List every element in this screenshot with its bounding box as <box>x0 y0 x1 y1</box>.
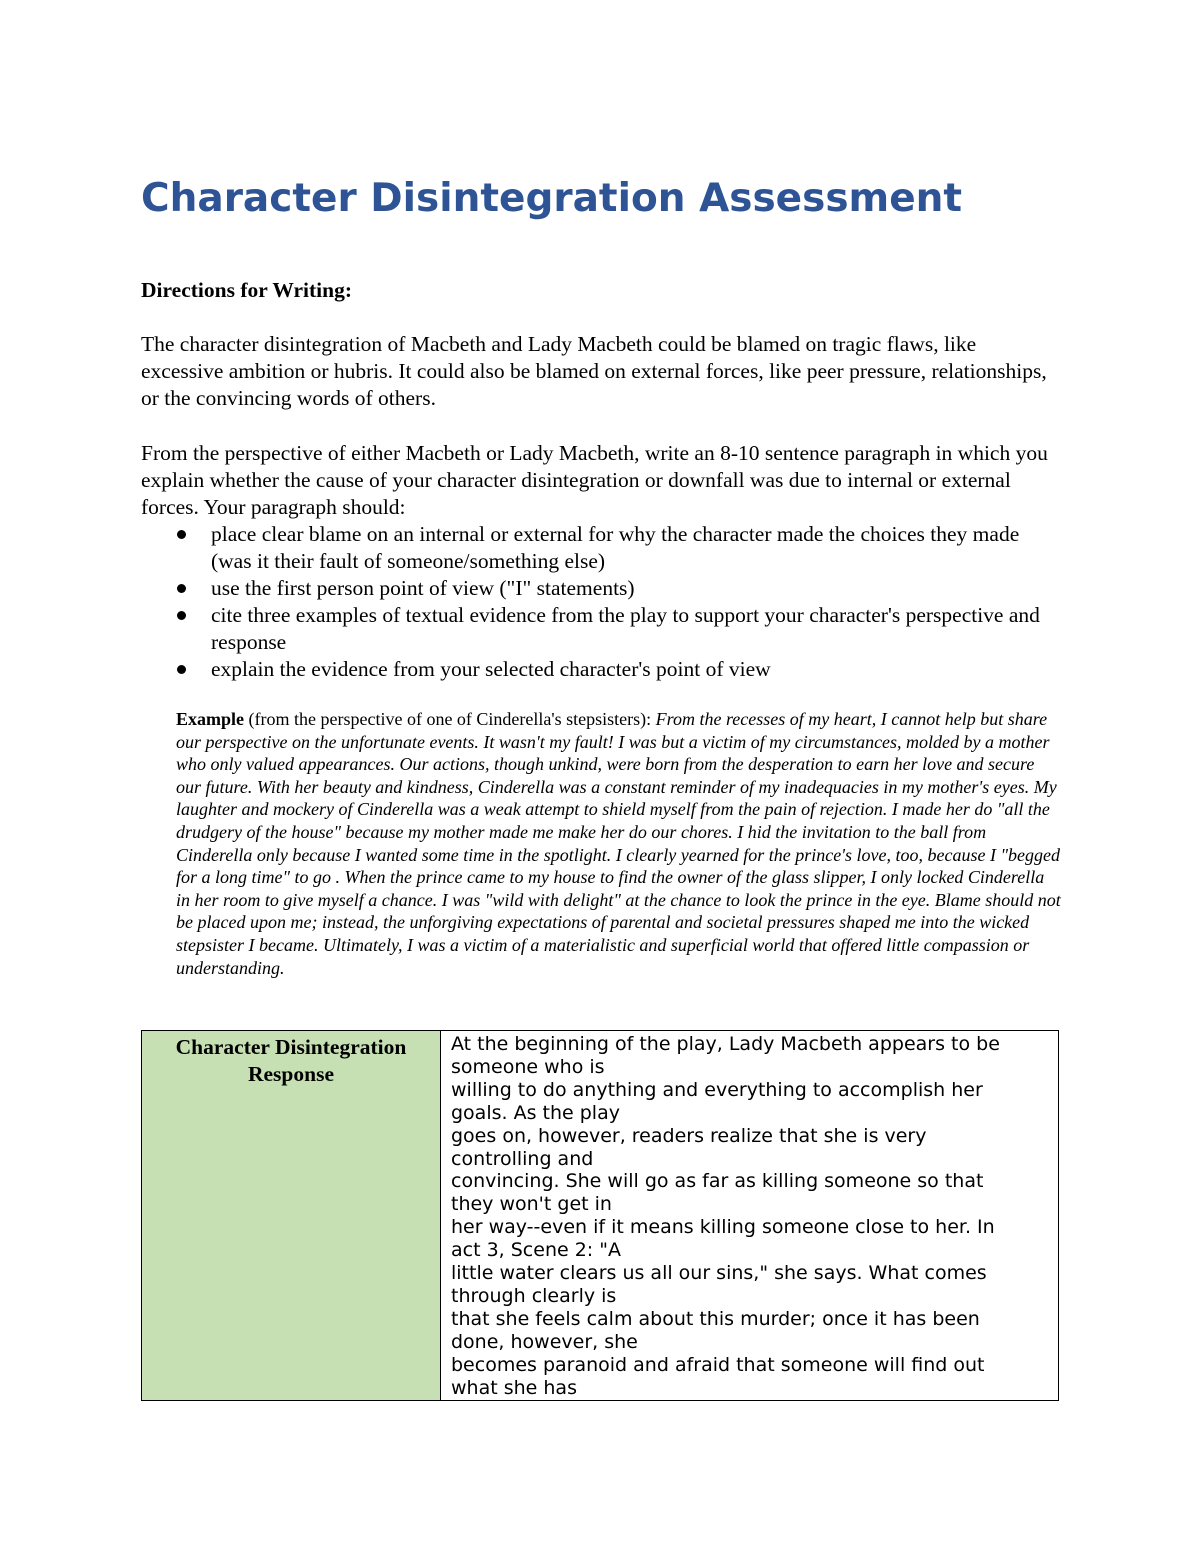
list-item <box>141 575 1051 602</box>
bullet-icon <box>177 584 186 593</box>
response-line: At the beginning of the play, Lady Macbeth appears to be <box>451 1033 1000 1055</box>
bullet-icon <box>177 665 186 674</box>
example-context: (from the perspective of one of Cinderella's stepsisters): <box>244 709 656 729</box>
response-line: that she feels calm about this murder; once it has been <box>451 1307 980 1330</box>
list-item <box>141 656 1051 683</box>
list-item-text: use the first person point of view ("I" statements) <box>211 576 635 600</box>
response-line: done, however, she <box>451 1330 638 1353</box>
example-paragraph <box>176 708 1062 979</box>
list-item <box>141 521 1051 575</box>
instructions-paragraph: From the perspective of either Macbeth or Lady Macbeth, write an 8-10 sentence paragraph in which you explain whether the cause of your character disintegration or downfall was due to internal or external forces. Your paragraph should: <box>141 441 1048 519</box>
response-line: willing to do anything and everything to accomplish her <box>451 1078 983 1101</box>
list-item <box>141 602 1051 656</box>
list-item-text: explain the evidence from your selected character's point of view <box>211 657 771 681</box>
response-line: someone who is <box>451 1055 605 1078</box>
response-line: what she has <box>451 1376 577 1399</box>
directions-heading: Directions for Writing: <box>141 278 353 302</box>
response-line: becomes paranoid and afraid that someone will find out <box>451 1353 985 1376</box>
response-line: convincing. She will go as far as killing someone so that <box>451 1170 984 1193</box>
table-row <box>142 1031 1059 1401</box>
response-line: they won't get in <box>451 1193 612 1216</box>
intro-paragraph: The character disintegration of Macbeth and Lady Macbeth could be blamed on tragic flaws, like excessive ambition or hubris. It could also be blamed on external forces, like peer pressure, relationships, or the convincing words of others. <box>141 332 1047 410</box>
response-text-cell[interactable] <box>441 1031 1059 1401</box>
response-line: little water clears us all our sins," she says. What comes <box>451 1262 987 1285</box>
response-line: through clearly is <box>451 1284 617 1307</box>
response-line: act 3, Scene 2: "A <box>451 1239 621 1262</box>
response-line: goals. As the play <box>451 1101 620 1124</box>
requirements-list <box>141 521 1059 683</box>
bullet-icon <box>177 530 186 539</box>
response-line: goes on, however, readers realize that she is very <box>451 1124 927 1147</box>
list-item-text: cite three examples of textual evidence from the play to support your character's perspective and response <box>211 603 1040 654</box>
response-label-cell: Character Disintegration Response <box>142 1031 441 1401</box>
response-line: her way--even if it means killing someone close to her. In <box>451 1216 995 1239</box>
example-text: From the recesses of my heart, I cannot help but share our perspective on the unfortunate events. It wasn't my fault! I was but a victim of my circumstances, molded by a mother who only valued appearances. Our actions, though unkind, were born from the desperation to earn her love and secure our future. With her beauty and kindness, Cinderella was a constant reminder of my inadequacies in my mother's eyes. My laughter and mockery of Cinderella was a weak attempt to shield myself from the pain of rejection. I made her do "all the drudgery of the house" because my mother made me make her do our chores. I hid the invitation to the ball from Cinderella only because I wanted some time in the spotlight. I clearly yearned for the prince's love, too, because I "begged for a long time" to go . When the prince came to my house to find the owner of the glass slipper, I only locked Cinderella in her room to give myself a chance. I was "wild with delight" at the chance to look the prince in the eye. Blame should not be placed upon me; instead, the unforgiving expectations of parental and societal pressures shaped me into the wicked stepsister I became. Ultimately, I was a victim of a materialistic and superficial world that offered little compassion or understanding. <box>176 709 1061 978</box>
document-title: Character Disintegration Assessment <box>141 176 963 221</box>
bullet-icon <box>177 611 186 620</box>
example-label: Example <box>176 709 245 729</box>
list-item-text: place clear blame on an internal or external for why the character made the choices they made (was it their fault of someone/something else) <box>211 522 1020 573</box>
response-line: controlling and <box>451 1147 594 1170</box>
response-table <box>141 1030 1059 1401</box>
